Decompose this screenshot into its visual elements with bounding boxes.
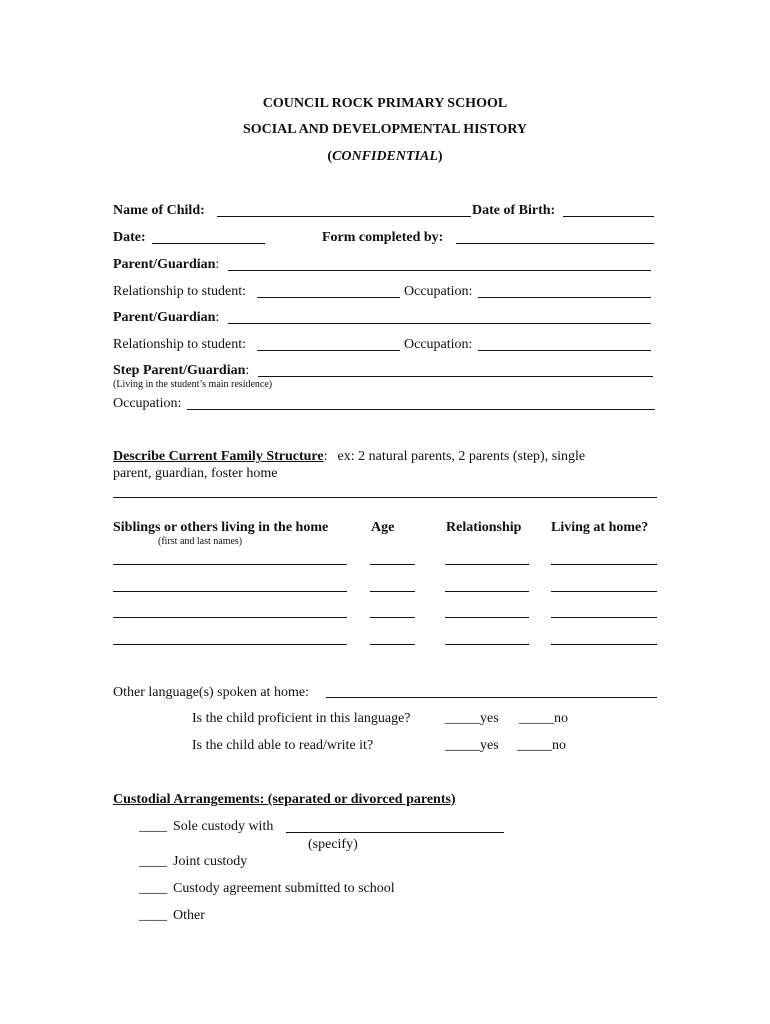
sole-custody-blank[interactable]: ____ (139, 819, 167, 834)
confidential-text: CONFIDENTIAL (332, 149, 438, 164)
living-at-home-header: Living at home? (551, 520, 649, 535)
sibling-age-field[interactable] (370, 564, 415, 565)
specify-note: (specify) (308, 837, 358, 852)
joint-custody-label: Joint custody (173, 854, 248, 869)
occupation-1-label: Occupation: (404, 284, 473, 299)
other-custody-blank[interactable]: ____ (139, 908, 167, 923)
occupation-1-field[interactable] (478, 297, 651, 298)
joint-custody-blank[interactable]: ____ (139, 854, 167, 869)
parent-guardian-2-field[interactable] (228, 323, 651, 324)
form-title: SOCIAL AND DEVELOPMENTAL HISTORY (242, 122, 528, 137)
sibling-age-field[interactable] (370, 591, 415, 592)
occupation-2-label: Occupation: (404, 337, 473, 352)
confidential-note (0, 148, 770, 165)
family-structure-example-2: parent, guardian, foster home (113, 466, 278, 481)
proficient-yes[interactable]: _____yes (445, 711, 499, 726)
date-of-birth-label: Date of Birth: (472, 203, 556, 218)
relationship-1-field[interactable] (257, 297, 400, 298)
parent-guardian-2-label: Parent/Guardian: (113, 310, 220, 325)
relationship-1-label: Relationship to student: (113, 284, 246, 299)
sibling-living-field[interactable] (551, 644, 657, 645)
step-occupation-label: Occupation: (113, 396, 182, 411)
custodial-header: Custodial Arrangements: (separated or divorced parents) (113, 792, 456, 807)
step-parent-label: Step Parent/Guardian: (113, 363, 250, 378)
date-label: Date: (113, 230, 146, 245)
sibling-relationship-field[interactable] (445, 591, 529, 592)
name-of-child-label: Name of Child: (113, 203, 205, 218)
sole-custody-label: Sole custody with (173, 819, 274, 834)
parent-guardian-1-field[interactable] (228, 270, 651, 271)
sibling-relationship-field[interactable] (445, 644, 529, 645)
form-completed-by-label: Form completed by: (322, 230, 444, 245)
sibling-living-field[interactable] (551, 591, 657, 592)
date-of-birth-field[interactable] (563, 216, 654, 217)
sole-custody-field[interactable] (286, 832, 504, 833)
date-field[interactable] (152, 243, 265, 244)
sibling-name-field[interactable] (113, 564, 347, 565)
sibling-age-field[interactable] (370, 617, 415, 618)
step-parent-text: Step Parent/Guardian (113, 363, 246, 378)
family-structure-colon: : (323, 449, 328, 464)
siblings-header: Siblings or others living in the home (113, 520, 329, 535)
other-language-label: Other language(s) spoken at home: (113, 685, 309, 700)
step-occupation-field[interactable] (187, 409, 655, 410)
parent-guardian-1-text: Parent/Guardian (113, 257, 216, 272)
name-of-child-field[interactable] (217, 216, 471, 217)
sibling-living-field[interactable] (551, 617, 657, 618)
custody-agreement-blank[interactable]: ____ (139, 881, 167, 896)
sibling-relationship-field[interactable] (445, 564, 529, 565)
custody-agreement-label: Custody agreement submitted to school (173, 881, 395, 896)
family-structure-label (113, 448, 585, 465)
relationship-2-field[interactable] (257, 350, 400, 351)
occupation-2-field[interactable] (478, 350, 651, 351)
form-completed-by-field[interactable] (456, 243, 654, 244)
other-custody-label: Other (173, 908, 205, 923)
parent-guardian-1-label: Parent/Guardian: (113, 257, 220, 272)
confidential-close: ) (437, 149, 443, 164)
age-header: Age (371, 520, 395, 535)
family-structure-text: Describe Current Family Structure (113, 449, 324, 464)
proficient-no[interactable]: _____no (519, 711, 568, 726)
school-name: COUNCIL ROCK PRIMARY SCHOOL (262, 96, 508, 111)
siblings-sub-note: (first and last names) (158, 536, 243, 547)
sibling-relationship-field[interactable] (445, 617, 529, 618)
relationship-2-label: Relationship to student: (113, 337, 246, 352)
family-structure-field[interactable] (113, 497, 657, 498)
sibling-name-field[interactable] (113, 591, 347, 592)
family-structure-example-1: ex: 2 natural parents, 2 parents (step), single (337, 449, 586, 464)
sibling-name-field[interactable] (113, 644, 347, 645)
sibling-age-field[interactable] (370, 644, 415, 645)
parent-guardian-2-text: Parent/Guardian (113, 310, 216, 325)
sibling-name-field[interactable] (113, 617, 347, 618)
read-write-yes[interactable]: _____yes (445, 738, 499, 753)
step-parent-field[interactable] (258, 376, 653, 377)
proficient-question: Is the child proficient in this language? (192, 711, 411, 726)
sibling-living-field[interactable] (551, 564, 657, 565)
read-write-no[interactable]: _____no (517, 738, 566, 753)
step-parent-note: (Living in the student’s main residence) (113, 379, 273, 390)
confidential-open: ( (327, 149, 333, 164)
read-write-question: Is the child able to read/write it? (192, 738, 374, 753)
other-language-field[interactable] (326, 697, 657, 698)
relationship-header: Relationship (446, 520, 522, 535)
